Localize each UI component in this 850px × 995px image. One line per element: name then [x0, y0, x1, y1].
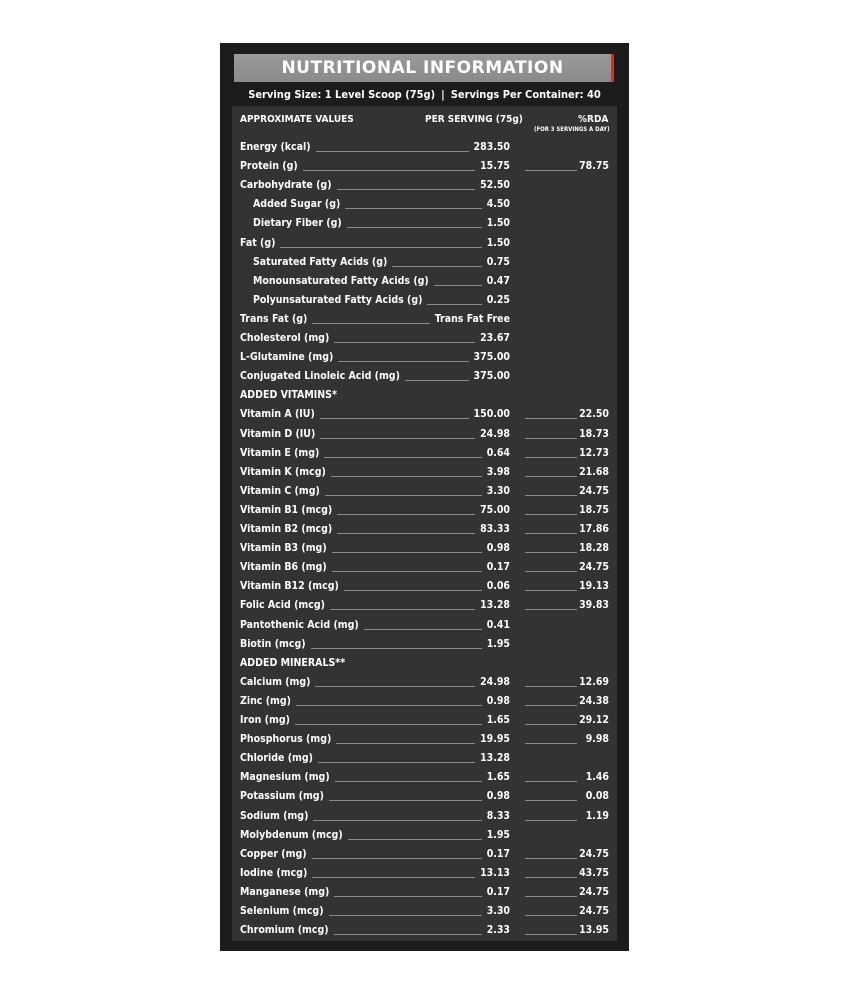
- leader-line: [337, 189, 476, 190]
- per-serving-value: 150.00: [473, 408, 510, 421]
- per-serving-value: 375.00: [473, 351, 510, 364]
- table-row: [232, 787, 617, 805]
- rda-value: 13.95: [579, 924, 609, 937]
- nutrient-label: Zinc (mg): [240, 694, 291, 707]
- per-serving-value: 83.33: [480, 523, 510, 535]
- rda-value: 18.73: [579, 427, 609, 440]
- table-row: [232, 310, 617, 328]
- per-serving-value: 19.95: [480, 733, 510, 746]
- per-serving-value: 0.25: [486, 293, 510, 306]
- rda-value: 78.75: [579, 160, 609, 173]
- leader-line: [334, 342, 475, 343]
- rda-leader-line: [525, 514, 577, 515]
- leader-line: [334, 896, 481, 897]
- rda-value: 43.75: [579, 866, 609, 879]
- rda-leader-line: [525, 571, 577, 572]
- table-row: [232, 463, 617, 481]
- per-serving-value: 4.50: [486, 198, 510, 211]
- per-serving-value: 8.33: [486, 809, 510, 822]
- leader-line: [336, 743, 475, 744]
- rda-value: 24.75: [579, 885, 609, 898]
- per-serving-value: Trans Fat Free: [434, 312, 510, 325]
- header-rda-note: (FOR 3 SERVINGS A DAY): [534, 126, 610, 133]
- table-row: [232, 864, 617, 882]
- nutrient-label: Chloride (mg): [240, 752, 313, 765]
- leader-line: [318, 762, 475, 763]
- rda-value: 24.75: [579, 847, 609, 860]
- rda-leader-line: [525, 705, 577, 706]
- per-serving-value: 0.06: [486, 580, 510, 593]
- nutrient-label: Potassium (mg): [240, 790, 324, 803]
- nutrient-label: Vitamin B6 (mg): [240, 561, 327, 574]
- leader-line: [280, 247, 481, 248]
- nutrient-label: Calcium (mg): [240, 675, 311, 688]
- nutrient-label: Vitamin A (IU): [240, 408, 315, 421]
- rda-leader-line: [525, 533, 577, 534]
- nutrient-label: Vitamin C (mg): [240, 484, 320, 497]
- rda-value: 18.28: [579, 542, 609, 555]
- per-serving-value: 1.65: [486, 714, 510, 726]
- leader-line: [332, 571, 482, 572]
- page-title: NUTRITIONAL INFORMATION: [281, 58, 564, 78]
- rda-leader-line: [525, 934, 577, 935]
- leader-line: [311, 648, 482, 649]
- rda-leader-line: [525, 590, 577, 591]
- leader-line: [312, 858, 482, 859]
- table-row: [232, 348, 617, 366]
- nutrient-label: Vitamin B1 (mcg): [240, 503, 333, 516]
- per-serving-value: 24.98: [480, 675, 510, 688]
- table-row: [232, 329, 617, 347]
- table-row: [232, 596, 617, 614]
- nutrient-label: Polyunsaturated Fatty Acids (g): [253, 293, 423, 306]
- nutrient-label: Iodine (mcg): [240, 866, 308, 879]
- leader-line: [329, 800, 482, 801]
- rda-leader-line: [525, 457, 577, 458]
- nutrient-label: Energy (kcal): [240, 141, 311, 153]
- per-serving-value: 375.00: [473, 370, 510, 383]
- nutrient-label: Vitamin K (mcg): [240, 465, 326, 478]
- leader-line: [405, 380, 469, 381]
- leader-line: [338, 361, 468, 362]
- leader-line: [337, 533, 475, 534]
- nutrient-label: Pantothenic Acid (mg): [240, 618, 359, 631]
- table-row: [232, 291, 617, 309]
- leader-line: [315, 686, 475, 687]
- table-row: [232, 425, 617, 443]
- table-row: [232, 176, 617, 194]
- nutrient-label: Fat (g): [240, 236, 276, 249]
- rda-value: 12.73: [579, 446, 609, 459]
- nutrient-label: Copper (mg): [240, 847, 307, 860]
- nutrient-label: Sodium (mg): [240, 809, 309, 822]
- rda-leader-line: [525, 609, 577, 610]
- rda-leader-line: [525, 438, 577, 439]
- rda-leader-line: [525, 781, 577, 782]
- per-serving-value: 1.50: [486, 236, 510, 249]
- rda-leader-line: [525, 495, 577, 496]
- leader-line: [324, 457, 481, 458]
- nutrient-label: L-Glutamine (mg): [240, 351, 334, 364]
- leader-line: [325, 495, 482, 496]
- per-serving-value: 24.98: [480, 427, 510, 440]
- per-serving-value: 0.17: [486, 847, 510, 860]
- per-serving-value: 52.50: [480, 179, 510, 192]
- leader-line: [320, 418, 469, 419]
- leader-line: [329, 915, 482, 916]
- per-serving-value: 23.67: [480, 332, 510, 344]
- table-row: [232, 807, 617, 825]
- section-heading: ADDED VITAMINS*: [240, 389, 337, 402]
- table-row: [232, 367, 617, 385]
- rda-leader-line: [525, 896, 577, 897]
- leader-line: [434, 285, 482, 286]
- section-heading: ADDED MINERALS**: [240, 656, 346, 669]
- serving-info: [220, 88, 629, 101]
- rda-value: 1.19: [585, 809, 609, 822]
- rda-value: 29.12: [579, 714, 609, 726]
- per-serving-value: 13.13: [480, 866, 510, 879]
- leader-line: [320, 438, 475, 439]
- serving-size: Serving Size: 1 Level Scoop (75g): [248, 88, 436, 101]
- table-row: [232, 558, 617, 576]
- nutrient-label: Vitamin B3 (mg): [240, 542, 327, 555]
- rda-value: 21.68: [579, 465, 609, 478]
- rda-value: 24.75: [579, 484, 609, 497]
- leader-line: [348, 839, 482, 840]
- table-row: [232, 635, 617, 653]
- rda-value: 39.83: [579, 599, 609, 612]
- rda-value: 1.46: [585, 771, 609, 784]
- per-serving-value: 1.95: [486, 637, 510, 650]
- table-row: [232, 883, 617, 901]
- leader-line: [330, 609, 475, 610]
- table-row: [232, 405, 617, 423]
- table-row: [232, 501, 617, 519]
- leader-line: [337, 514, 475, 515]
- table-row: [232, 902, 617, 920]
- nutrient-label: Protein (g): [240, 160, 298, 173]
- table-row: [232, 616, 617, 634]
- per-serving-value: 15.75: [480, 160, 510, 173]
- table-row: [232, 749, 617, 767]
- rda-leader-line: [525, 476, 577, 477]
- table-row: [232, 520, 617, 538]
- nutrient-label: Monounsaturated Fatty Acids (g): [253, 274, 429, 287]
- nutrient-label: Trans Fat (g): [240, 312, 308, 325]
- leader-line: [334, 934, 482, 935]
- leader-line: [316, 151, 469, 152]
- per-serving-value: 0.17: [486, 561, 510, 574]
- rda-leader-line: [525, 743, 577, 744]
- per-serving-value: 13.28: [480, 752, 510, 765]
- rda-leader-line: [525, 170, 577, 171]
- per-serving-value: 0.75: [486, 255, 510, 268]
- table-row: [232, 138, 617, 156]
- nutrient-label: Carbohydrate (g): [240, 179, 332, 192]
- leader-line: [345, 208, 481, 209]
- nutrient-label: Saturated Fatty Acids (g): [253, 255, 388, 268]
- per-serving-value: 0.98: [486, 694, 510, 707]
- leader-line: [335, 781, 482, 782]
- per-serving-value: 0.47: [486, 274, 510, 287]
- per-serving-value: 13.28: [480, 599, 510, 612]
- nutrient-label: Manganese (mg): [240, 885, 330, 898]
- per-serving-value: 0.64: [486, 446, 510, 459]
- leader-line: [296, 705, 482, 706]
- rda-leader-line: [525, 800, 577, 801]
- serving-separator: |: [441, 88, 445, 101]
- servings-per-container: Servings Per Container: 40: [450, 88, 601, 101]
- rda-value: 18.75: [579, 503, 609, 516]
- per-serving-value: 2.33: [486, 924, 510, 937]
- table-row: [232, 577, 617, 595]
- rda-value: 17.86: [579, 523, 609, 535]
- table-row: [232, 826, 617, 844]
- title-bar: [234, 54, 614, 82]
- table-row: [232, 711, 617, 729]
- rda-value: 19.13: [579, 580, 609, 593]
- rda-leader-line: [525, 724, 577, 725]
- per-serving-value: 0.41: [486, 618, 510, 631]
- table-row: [232, 730, 617, 748]
- rda-leader-line: [525, 858, 577, 859]
- leader-line: [295, 724, 482, 725]
- leader-line: [312, 877, 475, 878]
- nutrient-label: Vitamin B12 (mcg): [240, 580, 339, 593]
- nutrient-label: Vitamin B2 (mcg): [240, 523, 333, 535]
- per-serving-value: 0.17: [486, 885, 510, 898]
- rda-leader-line: [525, 686, 577, 687]
- nutrient-label: Phosphorus (mg): [240, 733, 332, 746]
- nutrient-label: Vitamin D (IU): [240, 427, 316, 440]
- rda-value: 0.08: [585, 790, 609, 803]
- per-serving-value: 1.65: [486, 771, 510, 784]
- nutrient-label: Added Sugar (g): [253, 198, 341, 211]
- table-row: [232, 253, 617, 271]
- leader-line: [313, 820, 481, 821]
- table-row: [232, 921, 617, 939]
- nutrient-label: Cholesterol (mg): [240, 332, 330, 344]
- rda-value: 24.38: [579, 694, 609, 707]
- leader-line: [303, 170, 475, 171]
- per-serving-value: 1.50: [486, 217, 510, 230]
- per-serving-value: 3.98: [486, 465, 510, 478]
- nutrient-label: Chromium (mcg): [240, 924, 329, 937]
- nutrient-label: Selenium (mcg): [240, 905, 324, 917]
- nutrition-table: [232, 106, 617, 941]
- per-serving-value: 3.30: [486, 484, 510, 497]
- rda-leader-line: [525, 820, 577, 821]
- leader-line: [347, 227, 482, 228]
- table-row: [232, 214, 617, 232]
- leader-line: [331, 476, 482, 477]
- table-row: [232, 234, 617, 252]
- header-per-serving: PER SERVING (75g): [425, 114, 523, 125]
- nutrient-label: Vitamin E (mg): [240, 446, 320, 459]
- table-row: [232, 539, 617, 557]
- rda-value: 12.69: [579, 675, 609, 688]
- nutrient-label: Folic Acid (mcg): [240, 599, 325, 612]
- table-row: [232, 845, 617, 863]
- rda-value: 22.50: [579, 408, 609, 421]
- leader-line: [312, 323, 429, 324]
- nutrient-label: Dietary Fiber (g): [253, 217, 342, 230]
- rda-value: 24.75: [579, 905, 609, 917]
- table-row: [232, 482, 617, 500]
- rda-leader-line: [525, 552, 577, 553]
- rda-value: 9.98: [585, 733, 609, 746]
- rda-value: 24.75: [579, 561, 609, 574]
- per-serving-value: 75.00: [480, 503, 510, 516]
- table-row: [232, 444, 617, 462]
- header-rda: %RDA: [578, 114, 609, 125]
- nutrition-panel: [220, 43, 629, 951]
- per-serving-value: 283.50: [473, 141, 510, 153]
- rda-leader-line: [525, 915, 577, 916]
- table-row: [232, 692, 617, 710]
- per-serving-value: 0.98: [486, 542, 510, 555]
- nutrient-label: Iron (mg): [240, 714, 290, 726]
- nutrient-label: Biotin (mcg): [240, 637, 306, 650]
- table-row: [232, 673, 617, 691]
- per-serving-value: 3.30: [486, 905, 510, 917]
- leader-line: [332, 552, 482, 553]
- rda-leader-line: [525, 877, 577, 878]
- table-row: [232, 157, 617, 175]
- table-row: [232, 272, 617, 290]
- table-row: [232, 768, 617, 786]
- leader-line: [392, 266, 481, 267]
- per-serving-value: 1.95: [486, 828, 510, 841]
- leader-line: [344, 590, 482, 591]
- table-row: [232, 195, 617, 213]
- nutrient-label: Magnesium (mg): [240, 771, 330, 784]
- nutrient-label: Conjugated Linoleic Acid (mg): [240, 370, 400, 383]
- nutrient-label: Molybdenum (mcg): [240, 828, 343, 841]
- leader-line: [364, 629, 482, 630]
- header-approximate-values: APPROXIMATE VALUES: [240, 114, 354, 125]
- leader-line: [427, 304, 481, 305]
- rda-leader-line: [525, 418, 577, 419]
- per-serving-value: 0.98: [486, 790, 510, 803]
